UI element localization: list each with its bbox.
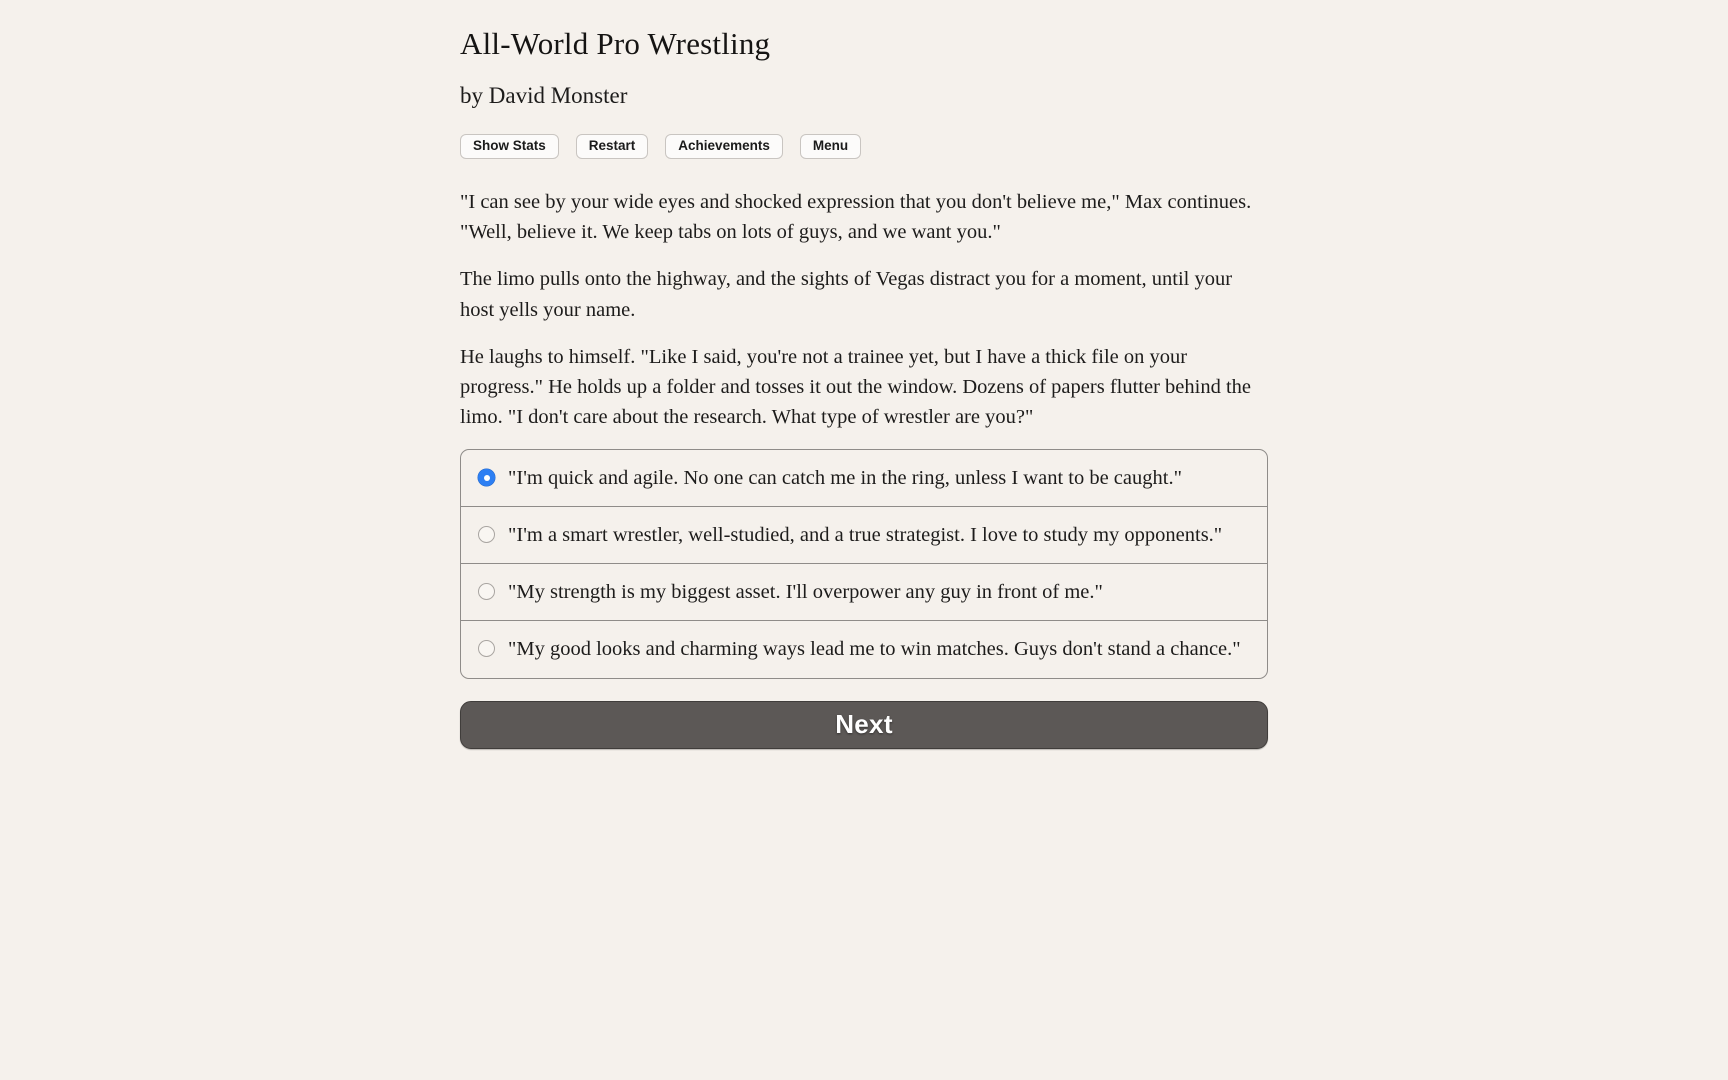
achievements-button[interactable]: Achievements xyxy=(665,134,783,159)
choice-option-2[interactable] xyxy=(461,563,1267,620)
page-title: All-World Pro Wrestling xyxy=(460,26,771,61)
choice-label-1: "I'm a smart wrestler, well-studied, and a true strategist. I love to study my opponents." xyxy=(508,524,1223,547)
choice-radio-1[interactable] xyxy=(478,526,495,543)
choices-group xyxy=(460,449,1268,679)
choice-radio-2[interactable] xyxy=(478,583,495,600)
show-stats-button[interactable]: Show Stats xyxy=(460,134,559,159)
choice-option-0[interactable] xyxy=(461,450,1267,506)
choice-label-0: "I'm quick and agile. No one can catch me in the ring, unless I want to be caught." xyxy=(508,467,1182,490)
choice-option-3[interactable] xyxy=(461,620,1267,677)
choice-radio-0[interactable] xyxy=(478,469,495,486)
choice-label-2: "My strength is my biggest asset. I'll overpower any guy in front of me." xyxy=(508,581,1103,604)
menu-button[interactable]: Menu xyxy=(800,134,861,159)
toolbar xyxy=(460,134,1268,159)
story-paragraph-1: "I can see by your wide eyes and shocked expression that you don't believe me," Max continues. "Well, believe it. We keep tabs on lots of guys, and we want you." xyxy=(460,191,1252,244)
story-paragraph-3: He laughs to himself. "Like I said, you're not a trainee yet, but I have a thick file on your progress." He holds up a folder and tosses it out the window. Dozens of papers flutter behind the limo. "I don't care about the research. What type of wrestler are you?" xyxy=(460,345,1251,428)
choice-label-3: "My good looks and charming ways lead me to win matches. Guys don't stand a chance." xyxy=(508,638,1241,661)
choice-option-1[interactable] xyxy=(461,506,1267,563)
restart-button[interactable]: Restart xyxy=(576,134,649,159)
story-text xyxy=(460,187,1268,432)
byline: by David Monster xyxy=(460,83,628,108)
game-content xyxy=(460,0,1268,749)
next-button[interactable]: Next xyxy=(460,701,1268,749)
story-paragraph-2: The limo pulls onto the highway, and the sights of Vegas distract you for a moment, until your host yells your name. xyxy=(460,268,1233,321)
choice-radio-3[interactable] xyxy=(478,640,495,657)
